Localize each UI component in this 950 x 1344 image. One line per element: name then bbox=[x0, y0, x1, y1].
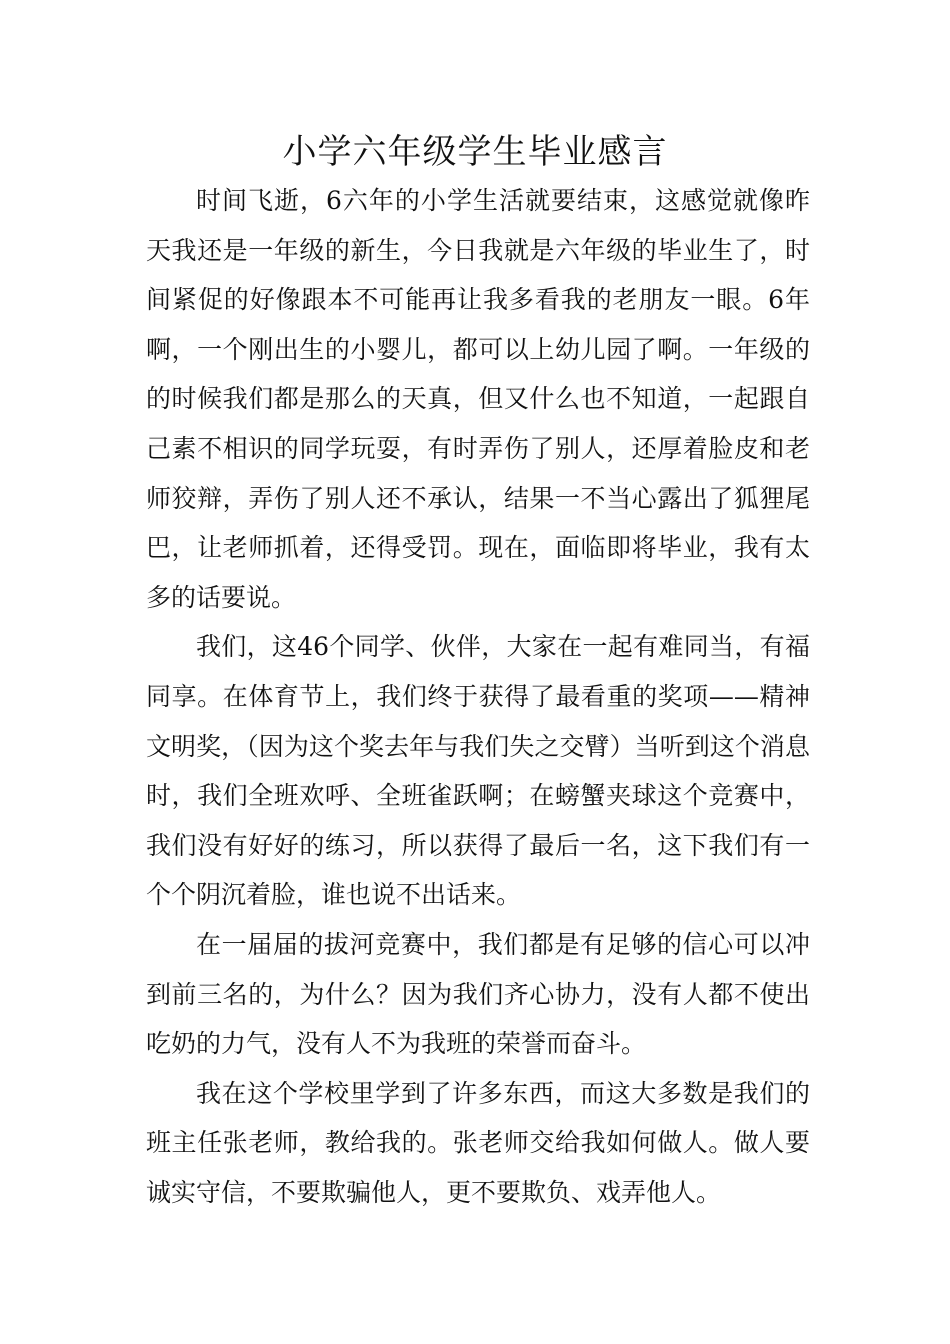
document-body bbox=[146, 176, 810, 1217]
paragraph-1: 时间飞逝，6六年的小学生活就要结束，这感觉就像昨天我还是一年级的新生，今日我就是六年级的毕业生了，时间紧促的好像跟本不可能再让我多看我的老朋友一眼。6年啊，一个刚出生的小婴儿，都可以上幼儿园了啊。一年级的的时候我们都是那么的天真，但又什么也不知道，一起跟自己素不相识的同学玩耍，有时弄伤了别人，还厚着脸皮和老师狡辩，弄伤了别人还不承认，结果一不当心露出了狐狸尾巴，让老师抓着，还得受罚。现在，面临即将毕业，我有太多的话要说。 bbox=[146, 186, 810, 612]
paragraph-4: 我在这个学校里学到了许多东西，而这大多数是我们的班主任张老师，教给我的。张老师交给我如何做人。做人要诚实守信，不要欺骗他人，更不要欺负、戏弄他人。 bbox=[146, 1078, 810, 1207]
paragraph-2: 我们，这46个同学、伙伴，大家在一起有难同当，有福同享。在体育节上，我们终于获得了最看重的奖项——精神文明奖，（因为这个奖去年与我们失之交臂）当听到这个消息时，我们全班欢呼、全班雀跃啊；在螃蟹夹球这个竞赛中，我们没有好好的练习，所以获得了最后一名，这下我们有一个个阴沉着脸，谁也说不出话来。 bbox=[146, 632, 810, 910]
document-title: 小学六年级学生毕业感言 bbox=[282, 132, 668, 172]
paragraph-3: 在一届届的拔河竞赛中，我们都是有足够的信心可以冲到前三名的，为什么？因为我们齐心协力，没有人都不使出吃奶的力气，没有人不为我班的荣誉而奋斗。 bbox=[146, 929, 810, 1059]
